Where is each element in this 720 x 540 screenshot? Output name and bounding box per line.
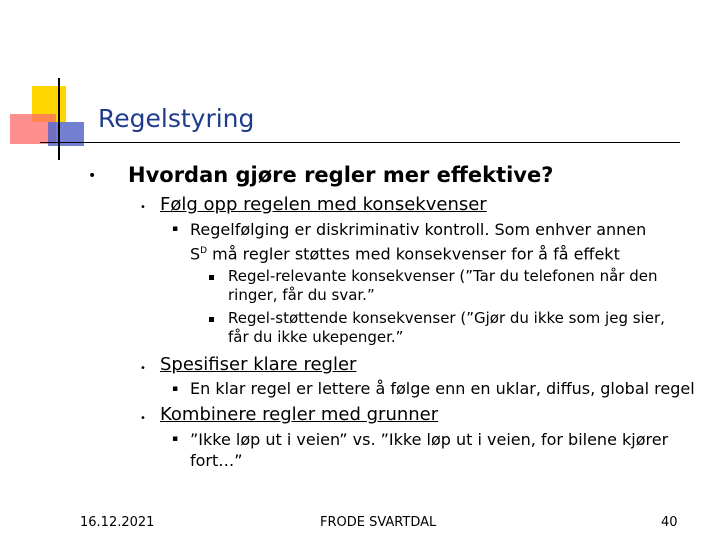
section-3-sub-line1: ”Ikke løp ut i veien” vs. ”Ikke løp ut i veien, for bilene kjører bbox=[190, 430, 669, 449]
section-1-sub-line1: Regelfølging er diskriminativ kontroll. Som enhver annen bbox=[190, 220, 647, 239]
section-1-item-1-line2: ringer, får du svar.” bbox=[228, 286, 375, 304]
section-heading-3: Kombinere regler med grunner bbox=[160, 404, 439, 425]
bullet-level3: ▪ bbox=[172, 434, 179, 444]
section-1-item-1-line1: Regel-relevante konsekvenser (”Tar du telefonen når den bbox=[228, 267, 658, 285]
bullet-level1: • bbox=[88, 168, 97, 184]
title-divider-line bbox=[40, 142, 680, 143]
footer-page-number: 40 bbox=[661, 515, 678, 530]
bullet-level4 bbox=[209, 275, 214, 280]
bullet-level2: • bbox=[140, 202, 146, 213]
bullet-level3: ▪ bbox=[172, 384, 179, 394]
section-heading-2: Spesifiser klare regler bbox=[160, 354, 357, 375]
bullet-level4 bbox=[209, 317, 214, 322]
main-bullet-text: Hvordan gjøre regler mer effektive? bbox=[128, 163, 554, 187]
section-1-item-2-line1: Regel-støttende konsekvenser (”Gjør du ikke som jeg sier, bbox=[228, 309, 665, 327]
slide-title: Regelstyring bbox=[98, 104, 255, 133]
footer-author: FRODE SVARTDAL bbox=[320, 515, 437, 530]
section-1-sub-line2: $S^D$ må regler støttes med konsekvenser for å få effekt bbox=[190, 244, 620, 264]
section-2-sub-line1: En klar regel er lettere å følge enn en uklar, diffus, global regel bbox=[190, 379, 695, 398]
section-heading-1: Følg opp regelen med konsekvenser bbox=[160, 194, 487, 215]
bullet-level3: ▪ bbox=[172, 224, 179, 234]
section-3-sub-line2: fort…” bbox=[190, 451, 243, 470]
footer-date: 16.12.2021 bbox=[80, 515, 155, 530]
bullet-level2: • bbox=[140, 413, 146, 424]
logo-vertical-line bbox=[58, 78, 60, 160]
section-1-item-2-line2: får du ikke ukepenger.” bbox=[228, 328, 404, 346]
bullet-level2: • bbox=[140, 363, 146, 374]
